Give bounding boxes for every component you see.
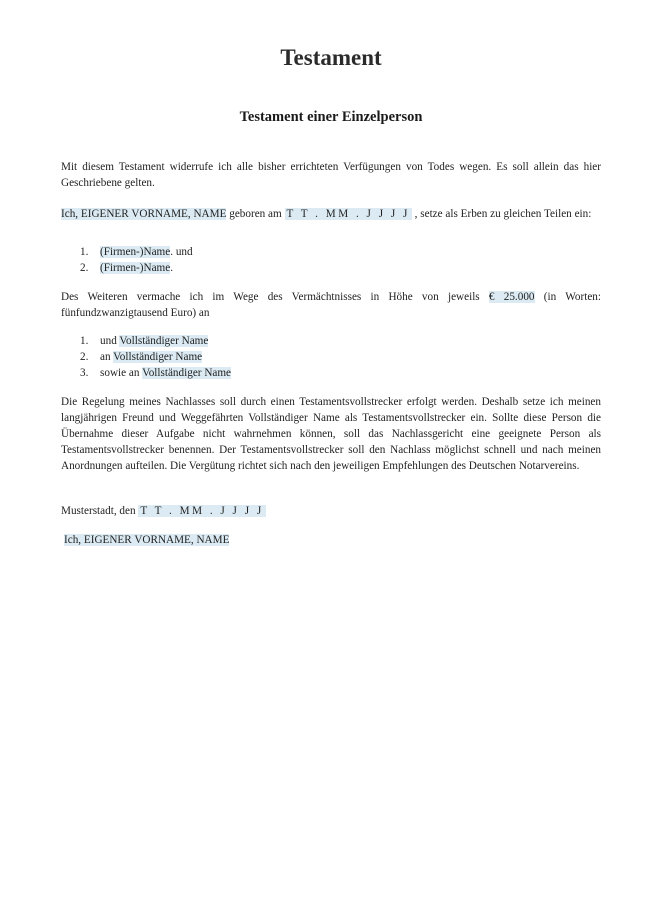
list-number: 2. — [80, 351, 89, 363]
birth-date-field[interactable]: T T . MM . J J J J — [286, 208, 410, 220]
list-item — [61, 349, 601, 365]
heirs-intro-rest: , setze als Erben zu gleichen Teilen ein: — [411, 208, 592, 220]
legatee-name-field[interactable]: Vollständiger Name — [119, 335, 209, 347]
place-text: Musterstadt, den — [61, 505, 139, 517]
list-number: 1. — [80, 246, 89, 258]
place-date-line — [61, 503, 601, 519]
legacy-amount-field[interactable]: € 25.000 — [488, 291, 535, 303]
legatee-prefix: an — [100, 351, 114, 363]
list-item — [61, 260, 601, 276]
document-subtitle: Testament einer Einzelperson — [239, 109, 423, 125]
testator-name-field[interactable]: Ich, EIGENER VORNAME, NAME — [61, 208, 227, 220]
document-title: Testament — [280, 45, 382, 70]
list-number: 2. — [80, 262, 89, 274]
heirs-paragraph — [61, 206, 601, 222]
heir-suffix: . und — [170, 246, 193, 258]
legacy-text-before: Des Weiteren vermache ich im Wege des Vermächtnisses in Höhe von jeweils — [61, 291, 489, 303]
intro-paragraph: Mit diesem Testament widerrufe ich alle bisher errichteten Verfügungen von Todes wegen. Es soll allein das hier Geschriebene gelten. — [61, 161, 601, 189]
legatee-name-field[interactable]: Vollständiger Name — [142, 367, 232, 379]
legatees-list — [61, 333, 601, 381]
legatee-prefix: sowie an — [100, 367, 143, 379]
list-item — [61, 365, 601, 381]
executor-paragraph: Die Regelung meines Nachlasses soll durch einen Testamentsvollstrecker erfolgt werden. Deshalb setze ich meinen langjährigen Freund und Weggefährten Vollständiger Name als Testamentsvollstrecker ein. Sollte diese Person die Übernahme dieser Aufgabe nicht wahrnehmen können, soll das Nachlassgericht eine geeignete Person als Testamentsvollstrecker benennen. Der Testamentsvollstrecker soll den Nachlass möglichst schnell und nach meinen Anordnungen aufteilen. Die Vergütung richtet sich nach den jeweiligen Empfehlungen des Deutschen Notarvereins. — [61, 396, 601, 472]
heir-name-field[interactable]: (Firmen-)Name — [100, 246, 171, 258]
list-item — [61, 244, 601, 260]
signing-date-field[interactable]: T T . MM . J J J J — [140, 505, 264, 517]
heir-name-field[interactable]: (Firmen-)Name — [100, 262, 171, 274]
legacy-paragraph — [61, 289, 601, 321]
heirs-list — [61, 244, 601, 276]
born-text: geboren am — [226, 208, 285, 220]
signature-name-field[interactable]: Ich, EIGENER VORNAME, NAME — [64, 534, 230, 546]
list-item — [61, 333, 601, 349]
legatee-prefix: und — [100, 335, 120, 347]
list-number: 1. — [80, 335, 89, 347]
heir-suffix: . — [170, 262, 174, 274]
legacy-text-after: (in Worten: fünfundzwanzigtausend Euro) an — [61, 291, 601, 319]
legatee-name-field[interactable]: Vollständiger Name — [113, 351, 203, 363]
signature-line — [61, 532, 604, 548]
list-number: 3. — [80, 367, 89, 379]
